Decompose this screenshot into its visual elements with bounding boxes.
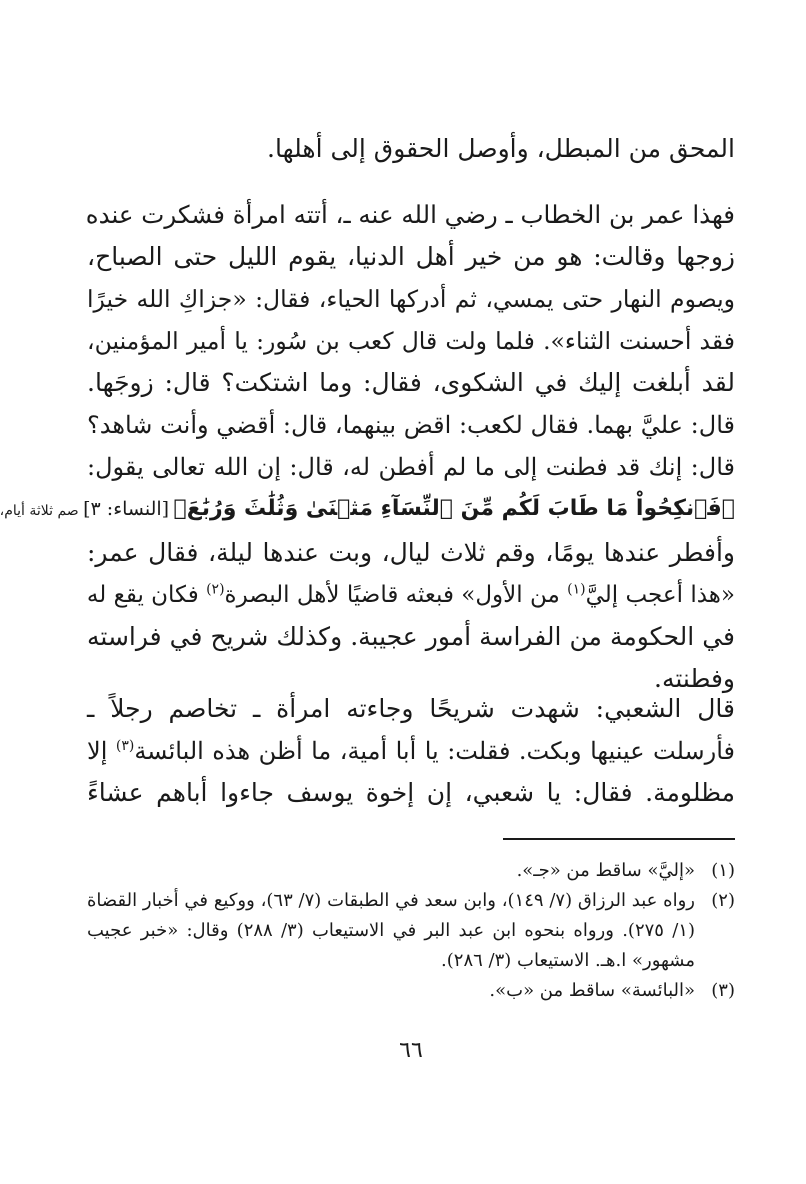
footnote-3	[87, 976, 735, 1006]
text-line: مظلومة. فقال: يا شعبي، إن إخوة يوسف جاءوا أباهم عشاءً	[87, 778, 735, 807]
text-line: زوجها وقالت: هو من خير أهل الدنيا، يقوم الليل حتى الصباح،	[87, 242, 735, 271]
footnote-marker-3[interactable]: (٣)	[115, 738, 135, 754]
footnote-number: (١)	[711, 860, 735, 881]
footnote-1	[87, 856, 735, 886]
text-line: ويصوم النهار حتى يمسي، ثم أدركها الحياء، فقال: «جزاكِ الله خيرًا	[87, 285, 735, 313]
footnote-number: (٢)	[711, 890, 735, 911]
text-line: وأفطر عندها يومًا، وقم ثلاث ليال، وبت عندها ليلة، فقال عمر:	[87, 538, 735, 567]
text-line	[87, 574, 735, 616]
paragraph-1	[87, 128, 735, 170]
footnote-text: «إليَّ» ساقط من «جـ».	[516, 860, 695, 881]
text-line: لقد أبلغت إليك في الشكوى، فقال: وما اشتكت؟ قال: زوجَها.	[87, 368, 735, 397]
footnotes	[87, 856, 735, 1006]
paragraph-2	[0, 194, 735, 700]
text-line: فقد أحسنت الثناء». فلما ولت قال كعب بن سُور: يا أمير المؤمنين،	[87, 327, 735, 355]
text-segment: فأرسلت عينيها وبكت. فقلت: يا أبا أمية، ما أظن هذه البائسة	[134, 737, 736, 765]
footnote-marker-2[interactable]: (٢)	[206, 581, 225, 598]
quran-reference: [النساء: ٣]	[83, 498, 170, 520]
quran-line	[0, 488, 735, 532]
paragraph-3	[87, 688, 735, 814]
text-line: فهذا عمر بن الخطاب ـ رضي الله عنه ـ، أتته امرأة فشكرت عنده	[85, 200, 735, 229]
text-line	[87, 730, 735, 772]
footnote-divider	[503, 838, 735, 840]
text-line: المحق من المبطل، وأوصل الحقوق إلى أهلها.	[267, 134, 735, 163]
footnote-text: رواه عبد الرزاق (٧/ ١٤٩)، وابن سعد في الطبقات (٧/ ٦٣)، ووكيع في أخبار القضاة (١/ ٢٧٥). ورواه بنحوه ابن عبد البر في الاستيعاب (٣/ ٢٨٨) وقال: «خبر عجيب مشهور» ا.هـ. الاستيعاب (٣/ ٢٨٦).	[87, 890, 695, 971]
text-segment: فكان يقع له	[86, 582, 207, 608]
text-segment: «هذا أعجب إليَّ	[585, 582, 735, 608]
quran-verse: ﴿فَٱنكِحُواْ مَا طَابَ لَكُم مِّنَ ٱلنِّسَآءِ مَثۡنَىٰ وَثُلَٰثَ وَرُبَٰعَ﴾	[173, 496, 735, 521]
text-line: قال: إنك قد فطنت إلى ما لم أفطن له، قال: إن الله تعالى يقول:	[87, 453, 735, 481]
text-line: قال الشعبي: شهدت شريحًا وجاءته امرأة ـ تخاصم رجلاً ـ	[87, 694, 735, 723]
footnote-2	[87, 886, 735, 976]
page-number: ٦٦	[399, 1038, 423, 1063]
text-line: قال: عليَّ بهما. فقال لكعب: اقض بينهما، قال: أقضي وأنت شاهد؟	[87, 411, 735, 439]
text-line: في الحكومة من الفراسة أمور عجيبة. وكذلك شريح في فراسته	[87, 622, 735, 651]
text-segment: صم ثلاثة أيام،	[0, 503, 79, 519]
text-segment: من الأول» فبعثه قاضيًا لأهل البصرة	[224, 582, 568, 608]
footnote-marker-1[interactable]: (١)	[567, 581, 586, 598]
footnote-number: (٣)	[711, 980, 735, 1001]
text-line: وفطنته.	[654, 664, 735, 693]
footnote-text: «البائسة» ساقط من «ب».	[489, 980, 695, 1001]
text-segment: إلا	[87, 737, 116, 765]
